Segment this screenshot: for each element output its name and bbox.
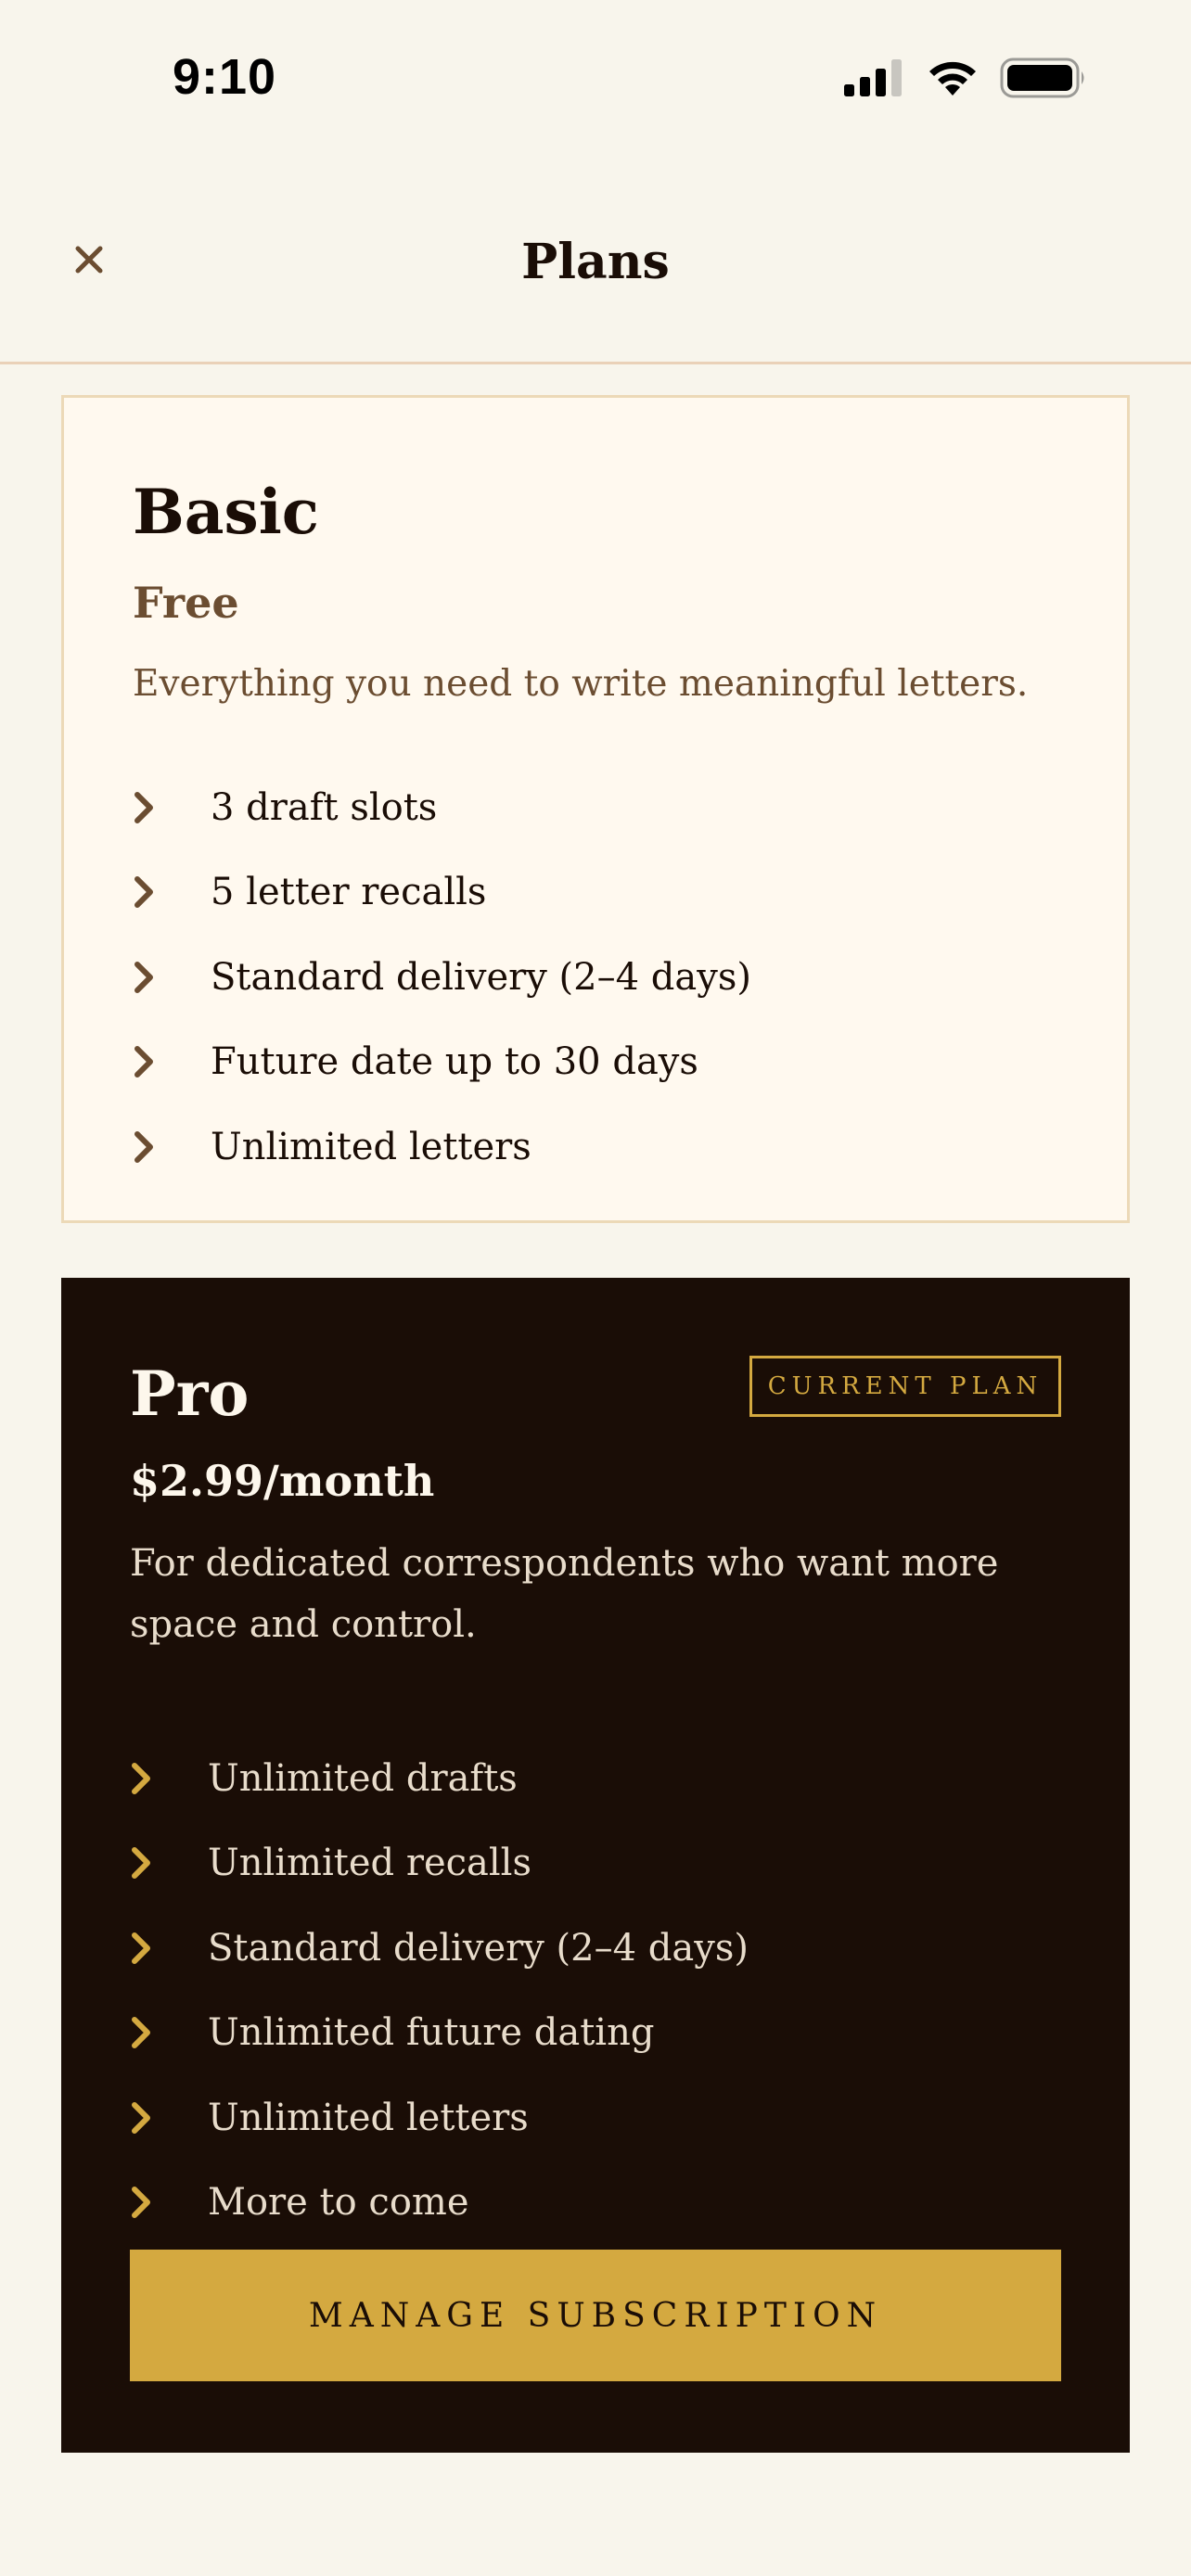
chevron-right-icon (133, 959, 211, 996)
feature-item (133, 1020, 751, 1105)
feature-label: 5 letter recalls (211, 871, 487, 914)
plan-card-basic (61, 395, 1130, 1223)
feature-label: Future date up to 30 days (211, 1040, 698, 1084)
wifi-icon (926, 58, 980, 101)
status-bar (0, 0, 1191, 158)
chevron-right-icon (133, 874, 211, 911)
feature-item (130, 1906, 749, 1991)
battery-icon (1000, 57, 1087, 102)
feature-label: Standard delivery (2–4 days) (211, 955, 751, 999)
chevron-right-icon (133, 789, 211, 826)
plan-name: Basic (133, 476, 319, 548)
feature-label: Unlimited letters (211, 1125, 531, 1168)
chevron-right-icon (130, 1930, 208, 1967)
feature-item (133, 765, 751, 850)
status-icons (844, 57, 1087, 102)
status-time: 9:10 (173, 49, 277, 105)
current-plan-badge: CURRENT PLAN (749, 1356, 1061, 1417)
plan-description: For dedicated correspondents who want more space and control. (130, 1542, 999, 1646)
feature-list (130, 1736, 749, 2245)
feature-item (130, 1991, 749, 2076)
feature-item (130, 2075, 749, 2161)
chevron-right-icon (130, 1760, 208, 1797)
plan-price: Free (133, 578, 239, 628)
feature-list (133, 765, 751, 1190)
chevron-right-icon (130, 2184, 208, 2221)
chevron-right-icon (133, 1043, 211, 1080)
cellular-signal-icon (844, 59, 905, 100)
feature-label: More to come (208, 2181, 469, 2225)
plan-price: $2.99/month (130, 1456, 435, 1506)
feature-label: Unlimited recalls (208, 1842, 532, 1885)
header (0, 185, 1191, 364)
feature-item (130, 2161, 749, 2246)
plan-description: Everything you need to write meaningful letters. (133, 663, 1029, 705)
feature-label: Unlimited drafts (208, 1756, 518, 1800)
plan-name: Pro (130, 1358, 250, 1430)
feature-item (133, 850, 751, 936)
plan-card-pro (61, 1278, 1130, 2453)
feature-item (130, 1821, 749, 1906)
feature-item (133, 935, 751, 1020)
chevron-right-icon (130, 2099, 208, 2136)
feature-item (133, 1104, 751, 1190)
chevron-right-icon (133, 1129, 211, 1166)
feature-label: Unlimited future dating (208, 2011, 655, 2055)
feature-label: 3 draft slots (211, 785, 438, 829)
page-title: Plans (521, 234, 670, 290)
chevron-right-icon (130, 2014, 208, 2051)
feature-item (130, 1736, 749, 1821)
chevron-right-icon (130, 1844, 208, 1881)
feature-label: Unlimited letters (208, 2096, 529, 2139)
feature-label: Standard delivery (2–4 days) (208, 1926, 749, 1970)
manage-subscription-button[interactable]: MANAGE SUBSCRIPTION (130, 2250, 1061, 2381)
